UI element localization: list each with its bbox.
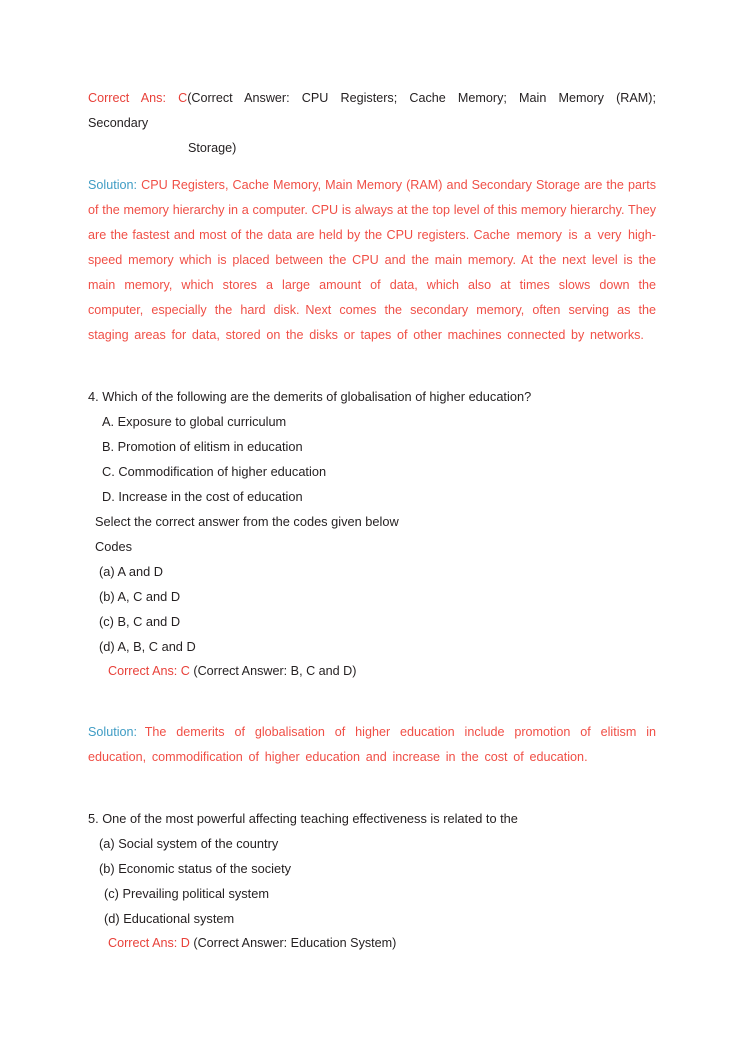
question-4-solution-body: The demerits of globalisation of higher education include promotion of elitism in education, commodification of higher education and increase in the cost of education. bbox=[88, 725, 656, 764]
q3-answer-detail-line1: (Correct Answer: CPU Registers; Cache Memory; Main Memory (RAM); Secondary bbox=[88, 91, 656, 130]
spacer bbox=[88, 684, 656, 720]
q3-solution-block bbox=[88, 173, 656, 348]
question-5-answer-label: Correct Ans: D bbox=[108, 936, 190, 950]
question-4-code-d[interactable]: (d) A, B, C and D bbox=[99, 639, 196, 654]
question-4-answer-detail: (Correct Answer: B, C and D) bbox=[193, 664, 357, 678]
page-content bbox=[88, 86, 656, 956]
question-4-solution-label: Solution: bbox=[88, 725, 138, 739]
question-5-stem: 5. One of the most powerful affecting teaching effectiveness is related to the bbox=[88, 811, 518, 826]
question-4-code-a[interactable]: (a) A and D bbox=[99, 564, 164, 579]
question-4-answer-label: Correct Ans: C bbox=[108, 664, 190, 678]
question-4-solution-block bbox=[88, 720, 656, 770]
spacer bbox=[88, 770, 656, 806]
question-5-option-c[interactable]: (c) Prevailing political system bbox=[104, 886, 269, 901]
question-4-stem: 4. Which of the following are the demerits of globalisation of higher education? bbox=[88, 389, 532, 404]
question-4-code-b[interactable]: (b) A, C and D bbox=[99, 589, 181, 604]
question-5-option-a[interactable]: (a) Social system of the country bbox=[99, 836, 279, 851]
q3-answer-block bbox=[88, 86, 656, 161]
question-4-option-c[interactable]: C. Commodification of higher education bbox=[102, 464, 327, 479]
q3-solution-label: Solution: bbox=[88, 178, 138, 192]
question-4-option-a[interactable]: A. Exposure to global curriculum bbox=[102, 414, 287, 429]
question-5-option-d[interactable]: (d) Educational system bbox=[104, 911, 235, 926]
question-5-answer-detail: (Correct Answer: Education System) bbox=[193, 936, 397, 950]
spacer bbox=[88, 348, 656, 384]
spacer bbox=[88, 161, 656, 173]
q3-solution-body-loose: Cache memory is a very high-speed memory which is placed between the CPU and the main memory. At the next level is the main memory, which stores a large amount of data, which also at times slows down the computer, especially the hard disk. bbox=[88, 228, 657, 317]
question-4-option-b[interactable]: B. Promotion of elitism in education bbox=[102, 439, 303, 454]
q3-answer-detail-line2: Storage) bbox=[188, 141, 237, 155]
question-4-answer-block bbox=[108, 659, 656, 684]
question-4-option-d[interactable]: D. Increase in the cost of education bbox=[102, 489, 303, 504]
question-5-answer-block bbox=[108, 931, 656, 956]
question-4-instruction: Select the correct answer from the codes given below bbox=[95, 514, 399, 529]
q3-solution-body-tail: Next comes the secondary memory, often serving as the staging areas for data, stored on the disks or tapes of other machines connected by networks. bbox=[88, 303, 656, 342]
question-4-code-c[interactable]: (c) B, C and D bbox=[99, 614, 181, 629]
q3-solution-body: CPU Registers, Cache Memory, Main Memory (RAM) and Secondary Storage are the parts of the memory hierarchy in a computer. CPU is always at the top level of this memory hierarchy. They are the fastest and most of the data are held by the CPU registers. bbox=[88, 178, 657, 242]
q3-answer-label: Correct Ans: C bbox=[88, 91, 188, 105]
question-5-option-b[interactable]: (b) Economic status of the society bbox=[99, 861, 292, 876]
question-4-codes-heading: Codes bbox=[95, 539, 132, 554]
